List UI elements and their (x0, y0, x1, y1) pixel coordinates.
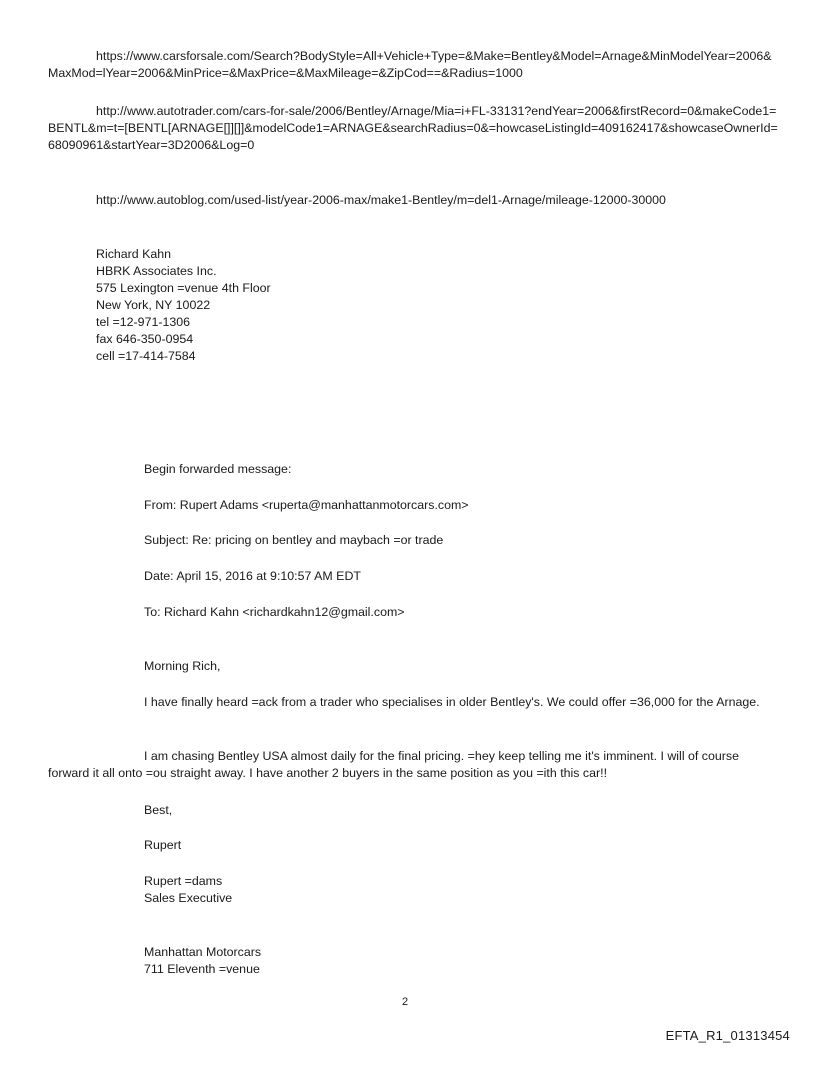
dealer-block (144, 944, 261, 978)
document-id: EFTA_R1_01313454 (665, 1028, 790, 1043)
signature-cell: cell =17-414-7584 (96, 349, 196, 363)
message-greeting: Morning Rich, (144, 659, 221, 673)
page-number: 2 (402, 996, 409, 1008)
forward-from: From: Rupert Adams <ruperta@manhattanmotorcars.com> (144, 498, 469, 512)
signature-name: Richard Kahn (96, 247, 172, 261)
sender-signature-title: Sales Executive (144, 891, 233, 905)
url-carsforsale[interactable]: https://www.carsforsale.com/Search?BodyStyle=All+Vehicle+Type=&Make=Bentley&Model=Arnage&MinModelYear=2006&MaxMod=lYear=2006&MinPrice=&MaxPrice=&MaxMileage=&ZipCod==&Radius=1000 (48, 49, 772, 80)
sender-signature-name: Rupert =dams (144, 874, 223, 888)
signature-tel: tel =12-971-1306 (96, 315, 191, 329)
url-autoblog[interactable]: http://www.autoblog.com/used-list/year-2006-max/make1-Bentley/m=del1-Arnage/mileage-12000-30000 (96, 193, 666, 207)
message-paragraph-1: I have finally heard =ack from a trader who specialises in older Bentley's. We could offer =36,000 for the Arnage. (144, 695, 760, 709)
forward-date: Date: April 15, 2016 at 9:10:57 AM EDT (144, 569, 361, 583)
signature-block (96, 246, 271, 365)
message-paragraph-2: I am chasing Bentley USA almost daily for the final pricing. =hey keep telling me it's imminent. I will of course forward it all onto =ou straight away. I have another 2 buyers in the same position as you =ith this car!! (48, 749, 739, 780)
message-sender: Rupert (144, 838, 182, 852)
signature-company: HBRK Associates Inc. (96, 264, 217, 278)
url-autotrader[interactable]: http://www.autotrader.com/cars-for-sale/2006/Bentley/Arnage/Mia=i+FL-33131?endYear=2006&firstRecord=0&makeCode1=BENTL&m=t=[BENTL[ARNAGE[]][]]&modelCode1=ARNAGE&searchRadius=0&=howcaseListingId=409162417&showcaseOwnerId=68090961&startYear=3D2006&Log=0 (48, 104, 778, 152)
signature-address: 575 Lexington =venue 4th Floor (96, 281, 271, 295)
dealer-company: Manhattan Motorcars (144, 945, 262, 959)
message-closing: Best, (144, 803, 173, 817)
forward-to: To: Richard Kahn <richardkahn12@gmail.com> (144, 605, 405, 619)
sender-signature (144, 873, 232, 907)
forward-subject: Subject: Re: pricing on bentley and maybach =or trade (144, 533, 444, 547)
signature-city: New York, NY 10022 (96, 298, 211, 312)
dealer-address: 711 Eleventh =venue (144, 962, 260, 976)
forward-intro: Begin forwarded message: (144, 462, 292, 476)
signature-fax: fax 646-350-0954 (96, 332, 194, 346)
